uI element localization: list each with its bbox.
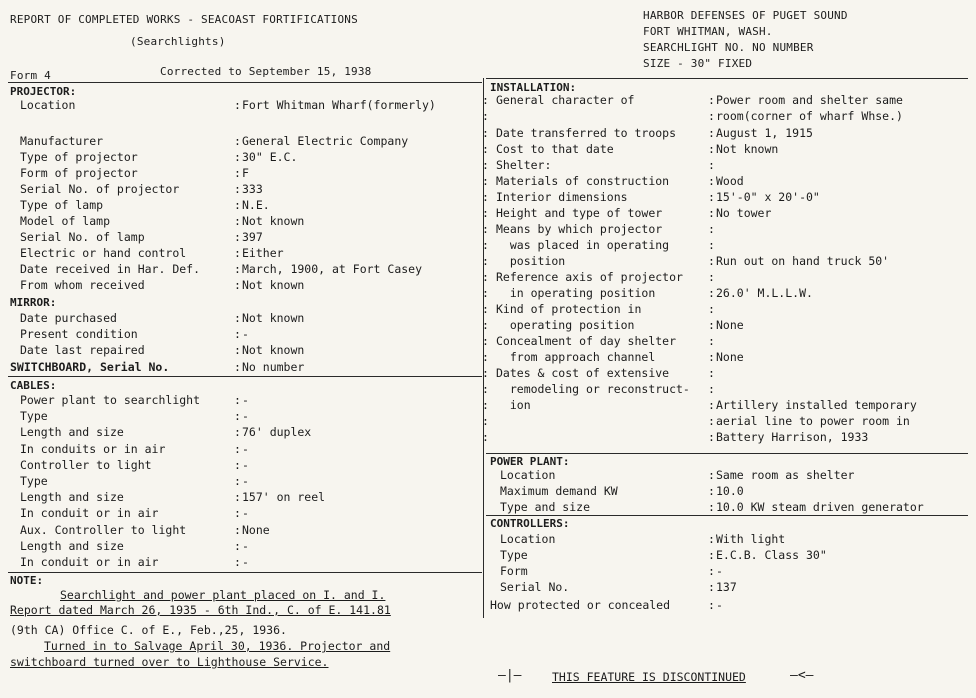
colon-separator: : [708, 382, 715, 396]
controller-row [500, 550, 970, 566]
projector-label: Type of projector [20, 150, 138, 164]
colon-separator: : [234, 457, 241, 472]
cable-label: Type [20, 409, 48, 424]
colon-separator: : [234, 474, 241, 488]
installation-value: Battery Harrison, 1933 [716, 430, 869, 444]
installation-value: 26.0' M.L.L.W. [716, 286, 813, 300]
projector-row [20, 100, 482, 116]
right-arrow-icon: —<— [790, 668, 814, 683]
searchlight-number: SEARCHLIGHT NO. NO NUMBER [643, 41, 814, 54]
colon-separator: : [482, 238, 489, 252]
colon-separator: : [234, 490, 241, 505]
colon-separator: : [708, 206, 715, 220]
power-value: Same room as shelter [716, 468, 855, 482]
colon-separator: : [234, 311, 241, 325]
colon-separator: : [708, 270, 715, 284]
projector-label: Serial No. of projector [20, 182, 180, 196]
switchboard-label: SWITCHBOARD, Serial No. [10, 360, 170, 374]
colon-separator: : [482, 158, 489, 172]
projector-label: Type of lamp [20, 198, 104, 212]
colon-separator: : [708, 366, 715, 380]
colon-separator: : [234, 214, 241, 228]
colon-separator: : [708, 548, 715, 562]
colon-separator: : [482, 222, 489, 236]
note-line: Report dated March 26, 1935 - 6th Ind., C. of E. 141.81 [10, 603, 391, 617]
installation-label: Means by which projector [496, 222, 663, 236]
installation-value: None [716, 318, 744, 332]
installation-value: None [716, 350, 744, 364]
header-rule-left [8, 82, 482, 83]
colon-separator: : [482, 93, 489, 107]
cable-row [20, 557, 490, 573]
colon-separator: : [708, 564, 715, 578]
note-line: Searchlight and power plant placed on I. and I. [60, 588, 386, 602]
projector-value: 333 [242, 182, 263, 196]
projector-value: N.E. [242, 198, 270, 212]
installation-label: was placed in operating [496, 238, 670, 252]
projector-label: Location [20, 98, 76, 112]
installation-row [482, 142, 966, 160]
projector-label: Electric or hand control [20, 246, 187, 260]
projector-value: 397 [242, 230, 263, 244]
colon-separator: : [234, 134, 241, 148]
cable-label: Power plant to searchlight [20, 393, 201, 407]
installation-row [482, 430, 966, 448]
installation-label: remodeling or reconstruct- [496, 382, 690, 396]
note-line: Turned in to Salvage April 30, 1936. Projector and [44, 639, 391, 653]
colon-separator: : [482, 398, 489, 412]
colon-separator: : [708, 500, 715, 514]
colon-separator: : [482, 414, 489, 428]
note-line: (9th CA) Office C. of E., Feb.,25, 1936. [10, 623, 287, 637]
colon-separator: : [234, 425, 241, 440]
section-projector: PROJECTOR: [10, 85, 77, 98]
colon-separator: : [234, 343, 241, 357]
controller-value: With light [716, 532, 786, 546]
fort-name: FORT WHITMAN, WASH. [643, 25, 773, 38]
projector-value: Fort Whitman Wharf(formerly) [242, 98, 436, 112]
projector-value: Either [242, 246, 284, 260]
controller-row [500, 582, 970, 598]
installation-label: Interior dimensions [496, 190, 628, 204]
colon-separator: : [234, 441, 241, 456]
colon-separator: : [482, 318, 489, 332]
installation-row [482, 109, 966, 127]
colon-separator: : [482, 382, 489, 396]
how-protected-row [490, 600, 966, 616]
cable-label: Aux. Controller to light [20, 522, 187, 537]
colon-separator: : [708, 174, 715, 188]
controller-label: Form [500, 564, 528, 578]
cable-row [20, 427, 490, 443]
controller-label: Location [500, 532, 556, 546]
installation-label: Reference axis of projector [496, 270, 683, 284]
colon-separator: : [234, 166, 241, 180]
colon-separator: : [234, 246, 241, 260]
controller-value: E.C.B. Class 30" [716, 548, 827, 562]
colon-separator: : [234, 230, 241, 244]
section-installation: INSTALLATION: [490, 81, 577, 94]
cable-label: Controller to light [20, 457, 152, 472]
how-protected-value: - [716, 598, 723, 612]
colon-separator: : [482, 366, 489, 380]
colon-separator: : [482, 174, 489, 188]
power-value: 10.0 KW steam driven generator [716, 500, 924, 514]
colon-separator: : [708, 532, 715, 546]
colon-separator: : [234, 538, 241, 553]
cable-label: In conduits or in air [20, 441, 166, 456]
harbor-defenses: HARBOR DEFENSES OF PUGET SOUND [643, 9, 848, 22]
installation-label: operating position [496, 318, 635, 332]
installation-label: Shelter: [496, 158, 552, 172]
installation-value: Artillery installed temporary [716, 398, 917, 412]
header-rule-right [486, 78, 968, 79]
colon-separator: : [482, 334, 489, 348]
colon-separator: : [482, 109, 489, 123]
projector-value: March, 1900, at Fort Casey [242, 262, 423, 276]
power-label: Type and size [500, 500, 591, 514]
colon-separator: : [234, 327, 241, 341]
colon-separator: : [234, 262, 241, 276]
projector-label: Form of projector [20, 166, 138, 180]
installation-label: Materials of construction [496, 174, 670, 188]
cable-label: Length and size [20, 425, 124, 440]
installation-label: General character of [496, 93, 635, 107]
installation-value: Wood [716, 174, 744, 188]
colon-separator: : [708, 350, 715, 364]
section-power-plant: POWER PLANT: [490, 455, 570, 468]
colon-separator: : [482, 142, 489, 156]
colon-separator: : [234, 522, 241, 537]
colon-separator: : [234, 393, 241, 407]
colon-separator: : [482, 206, 489, 220]
projector-label: Manufacturer [20, 134, 104, 148]
controller-label: Serial No. [500, 580, 570, 594]
installation-label: Dates & cost of extensive [496, 366, 670, 380]
installation-value: room(corner of wharf Whse.) [716, 109, 903, 123]
colon-separator: : [234, 150, 241, 164]
colon-separator: : [234, 98, 241, 112]
installation-label: Kind of protection in [496, 302, 642, 316]
projector-label: Date received in Har. Def. [20, 262, 201, 276]
projector-value: 30" E.C. [242, 150, 298, 164]
report-title: REPORT OF COMPLETED WORKS - SEACOAST FORTIFICATIONS [10, 13, 358, 26]
cable-value: - [242, 457, 249, 472]
report-subtitle: (Searchlights) [130, 35, 226, 48]
colon-separator: : [708, 109, 715, 123]
colon-separator: : [482, 190, 489, 204]
cable-row [20, 457, 490, 476]
installation-value: August 1, 1915 [716, 126, 813, 140]
colon-separator: : [234, 360, 241, 374]
rule-cables [8, 572, 482, 573]
corrected-date: Corrected to September 15, 1938 [160, 65, 372, 78]
cable-value: - [242, 409, 249, 424]
projector-value: F [242, 166, 249, 180]
colon-separator: : [708, 580, 715, 594]
colon-separator: : [708, 334, 715, 348]
section-cables: CABLES: [10, 379, 57, 392]
colon-separator: : [708, 254, 715, 268]
mirror-value: - [242, 327, 249, 341]
controller-value: - [716, 564, 723, 578]
switchboard-value: No number [242, 360, 305, 374]
projector-value: Not known [242, 214, 305, 228]
section-note: NOTE: [10, 574, 44, 587]
how-protected-label: How protected or concealed [490, 598, 671, 612]
colon-separator: : [708, 93, 715, 107]
cable-value: None [242, 522, 270, 537]
installation-label: Concealment of day shelter [496, 334, 677, 348]
rule-installation [486, 453, 968, 454]
cable-value: 76' duplex [242, 425, 312, 440]
cable-value: - [242, 393, 249, 407]
installation-value: aerial line to power room in [716, 414, 910, 428]
colon-separator: : [482, 430, 489, 444]
colon-separator: : [708, 430, 715, 444]
colon-separator: : [708, 318, 715, 332]
left-arrow-icon: —|— [498, 668, 522, 683]
cable-label: Length and size [20, 490, 124, 505]
cable-value: - [242, 474, 249, 488]
cable-row [20, 508, 490, 524]
installation-value: No tower [716, 206, 772, 220]
colon-separator: : [708, 142, 715, 156]
colon-separator: : [708, 468, 715, 482]
cable-label: In conduit or in air [20, 506, 159, 521]
projector-value: General Electric Company [242, 134, 409, 148]
installation-value: Power room and shelter same [716, 93, 903, 107]
projector-row [20, 280, 482, 296]
colon-separator: : [708, 126, 715, 140]
power-label: Location [500, 468, 556, 482]
cable-row [20, 395, 490, 411]
colon-separator: : [708, 238, 715, 252]
installation-label: Cost to that date [496, 142, 614, 156]
colon-separator: : [234, 182, 241, 196]
installation-label: in operating position [496, 286, 656, 300]
installation-value: 15'-0" x 20'-0" [716, 190, 820, 204]
form-number: Form 4 [10, 69, 51, 82]
projector-value: Not known [242, 278, 305, 292]
searchlight-size: SIZE - 30" FIXED [643, 57, 753, 70]
controller-value: 137 [716, 580, 737, 594]
projector-label: Serial No. of lamp [20, 230, 145, 244]
mirror-value: Not known [242, 343, 305, 357]
note-line: switchboard turned over to Lighthouse Service. [10, 655, 329, 669]
colon-separator: : [482, 286, 489, 300]
installation-label: Date transferred to troops [496, 126, 677, 140]
mirror-value: Not known [242, 311, 305, 325]
colon-separator: : [482, 302, 489, 316]
cable-label: Length and size [20, 538, 124, 553]
installation-label: position [496, 254, 566, 268]
colon-separator: : [708, 414, 715, 428]
installation-value: Run out on hand truck 50' [716, 254, 890, 268]
colon-separator: : [708, 598, 715, 612]
cable-value: 157' on reel [242, 490, 326, 505]
power-value: 10.0 [716, 484, 744, 498]
colon-separator: : [234, 198, 241, 212]
colon-separator: : [708, 158, 715, 172]
discontinued-stamp: THIS FEATURE IS DISCONTINUED [552, 670, 746, 684]
cable-value: - [242, 506, 249, 521]
colon-separator: : [234, 506, 241, 521]
mirror-label: Date last repaired [20, 343, 145, 357]
colon-separator: : [234, 409, 241, 424]
colon-separator: : [234, 555, 241, 569]
colon-separator: : [708, 190, 715, 204]
rule-power [486, 515, 968, 516]
colon-separator: : [482, 350, 489, 364]
mirror-row [20, 345, 490, 361]
installation-value: Not known [716, 142, 779, 156]
installation-label: Height and type of tower [496, 206, 663, 220]
cable-label: Type [20, 474, 48, 488]
cable-value: - [242, 555, 249, 569]
cable-value: - [242, 441, 249, 456]
projector-label: Model of lamp [20, 214, 111, 228]
colon-separator: : [708, 222, 715, 236]
section-controllers: CONTROLLERS: [490, 517, 570, 530]
rule-switchboard [8, 376, 482, 377]
projector-label: From whom received [20, 278, 145, 292]
controller-label: Type [500, 548, 528, 562]
colon-separator: : [708, 398, 715, 412]
installation-label: ion [496, 398, 531, 412]
cable-value: - [242, 538, 249, 553]
installation-label: from approach channel [496, 350, 656, 364]
colon-separator: : [708, 286, 715, 300]
section-mirror: MIRROR: [10, 296, 57, 309]
colon-separator: : [482, 254, 489, 268]
colon-separator: : [708, 484, 715, 498]
colon-separator: : [482, 126, 489, 140]
power-label: Maximum demand KW [500, 484, 618, 498]
colon-separator: : [234, 278, 241, 292]
colon-separator: : [708, 302, 715, 316]
mirror-label: Present condition [20, 327, 138, 341]
mirror-label: Date purchased [20, 311, 117, 325]
cable-label: In conduit or in air [20, 555, 159, 569]
colon-separator: : [482, 270, 489, 284]
